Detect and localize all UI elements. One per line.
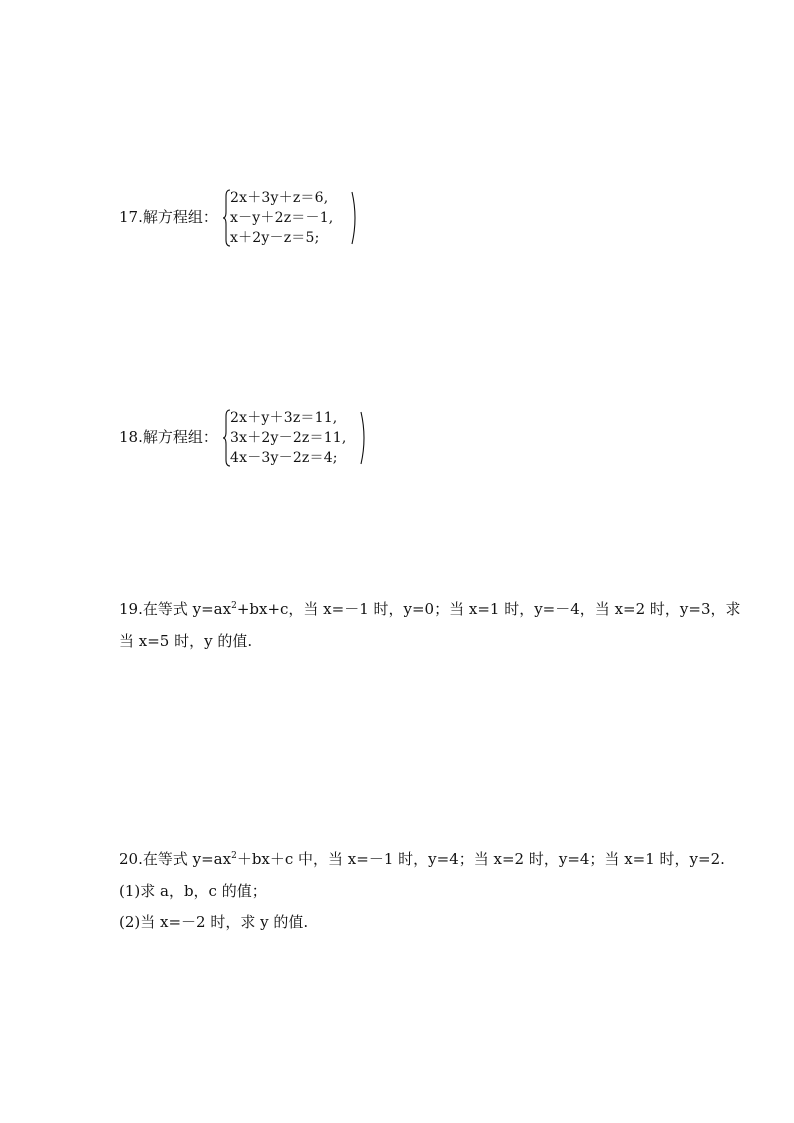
question-20-part-1: (1)求 a，b，c 的值； [119, 882, 267, 900]
equation-17-1: 2x＋3y＋z＝6, [230, 190, 329, 206]
equation-17-3: x＋2y－z＝5; [230, 230, 320, 246]
question-20-text-b: ＋bx＋c 中，当 x=－1 时，y=4；当 x=2 时，y=4；当 x=1 时，y=2. [236, 850, 725, 868]
question-19-text-a: 19.在等式 y=ax [119, 600, 232, 618]
equation-18-3: 4x－3y－2z＝4; [230, 450, 338, 466]
question-19-line-2: 当 x=5 时，y 的值. [119, 632, 253, 650]
right-paren [350, 188, 360, 248]
question-18-label: 18.解方程组： [119, 428, 218, 446]
question-19-line-1 [119, 599, 741, 619]
exponent: 2 [231, 601, 237, 611]
question-17-label: 17.解方程组： [119, 208, 218, 226]
question-20-line-1 [119, 849, 725, 869]
question-20-part-2: (2)当 x=－2 时，求 y 的值. [119, 913, 309, 931]
question-20-text-a: 20.在等式 y=ax [119, 850, 232, 868]
equation-18-2: 3x＋2y－2z＝11, [230, 430, 347, 446]
right-paren [359, 408, 369, 468]
equation-18-1: 2x＋y＋3z＝11, [230, 410, 338, 426]
equation-system-17 [222, 188, 362, 248]
equation-17-2: x－y＋2z＝－1, [230, 210, 334, 226]
equation-system-18 [222, 408, 362, 468]
question-19-text-b: +bx+c，当 x=－1 时，y=0；当 x=1 时，y=－4，当 x=2 时，y=3，求 [236, 600, 741, 618]
exponent: 2 [231, 851, 237, 861]
